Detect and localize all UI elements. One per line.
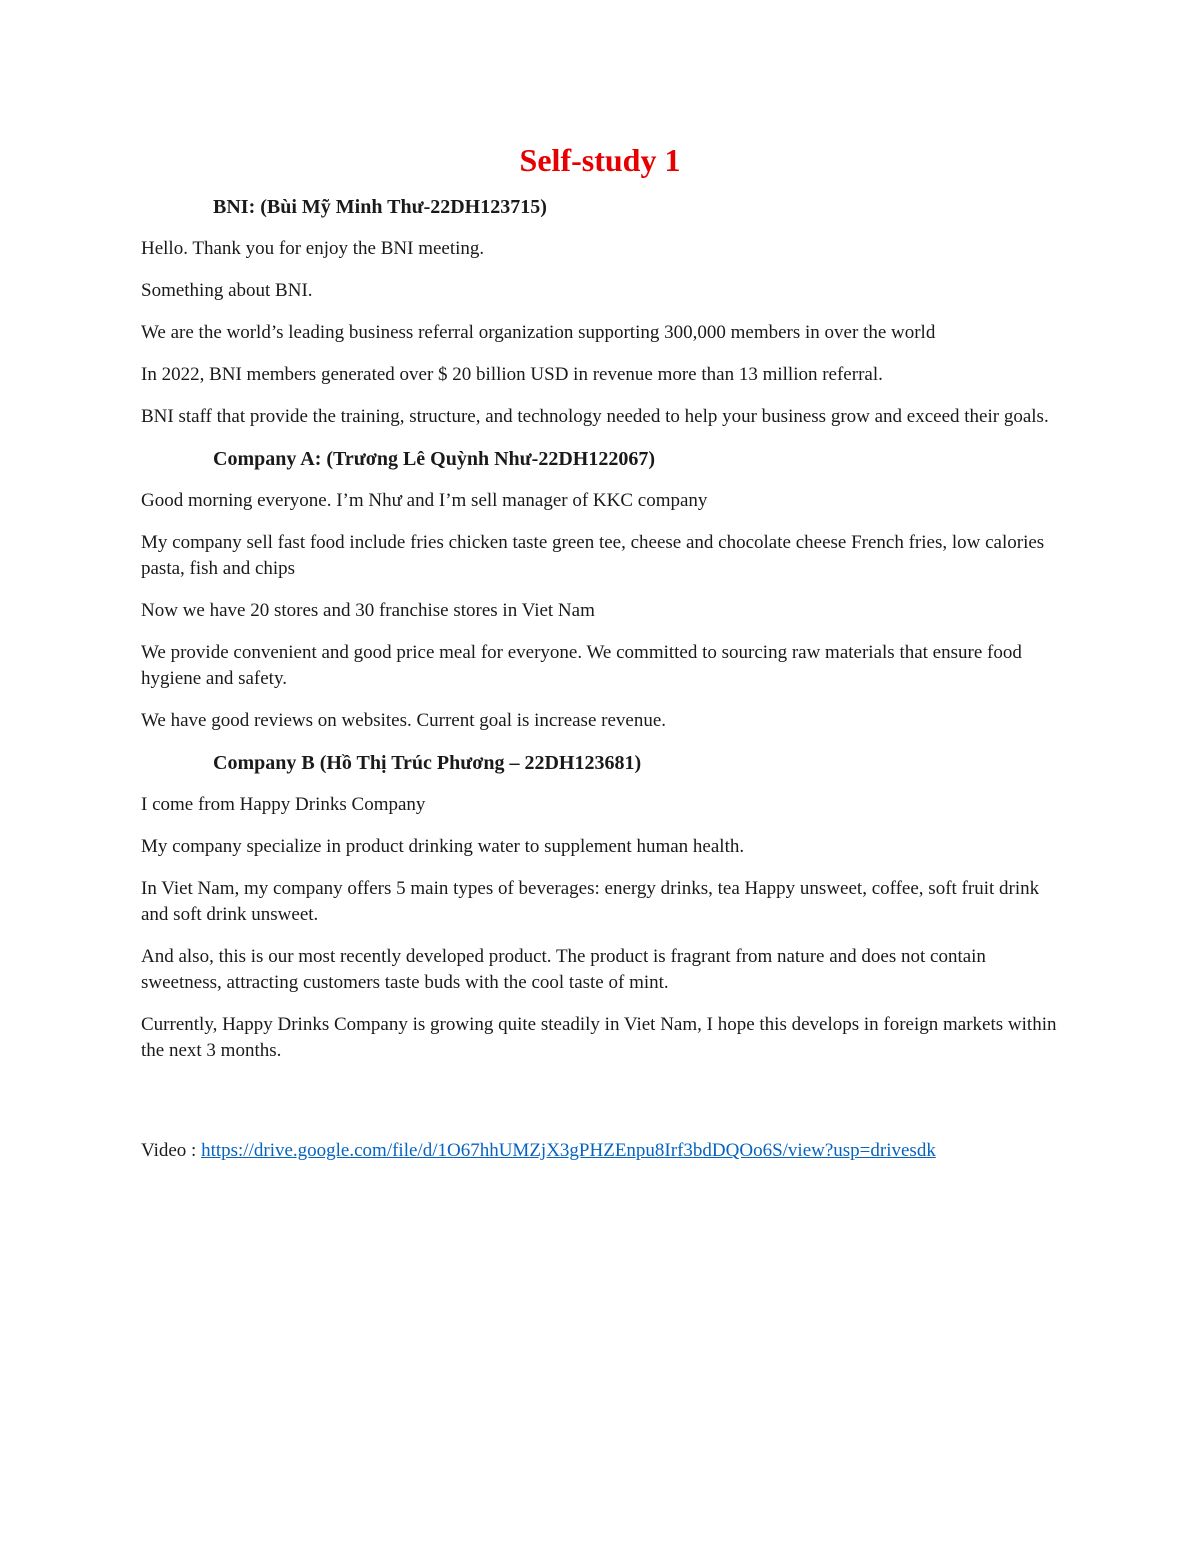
- paragraph: BNI staff that provide the training, structure, and technology needed to help your business grow and exceed their goals.: [141, 406, 1049, 427]
- section-company-b: [141, 750, 1059, 1064]
- paragraph: In Viet Nam, my company offers 5 main types of beverages: energy drinks, tea Happy unsweet, coffee, soft fruit drink and soft drink unsweet.: [141, 878, 1040, 925]
- video-line: [141, 1138, 1059, 1164]
- paragraph: Something about BNI.: [141, 280, 313, 301]
- paragraph: Currently, Happy Drinks Company is growing quite steadily in Viet Nam, I hope this develops in foreign markets within the next 3 months.: [141, 1014, 1057, 1061]
- paragraph: Hello. Thank you for enjoy the BNI meeting.: [141, 238, 485, 259]
- section-heading: BNI: (Bùi Mỹ Minh Thư-22DH123715): [213, 196, 547, 218]
- paragraph: My company sell fast food include fries chicken taste green tee, cheese and chocolate cheese French fries, low calories pasta, fish and chips: [141, 532, 1045, 579]
- section-company-a: [141, 446, 1059, 734]
- paragraph: We have good reviews on websites. Current goal is increase revenue.: [141, 710, 667, 731]
- document-title: Self-study 1: [519, 142, 681, 178]
- section-heading: Company B (Hồ Thị Trúc Phương – 22DH123681): [213, 752, 642, 774]
- paragraph: And also, this is our most recently developed product. The product is fragrant from nature and does not contain sweetness, attracting customers taste buds with the cool taste of mint.: [141, 946, 986, 993]
- paragraph: In 2022, BNI members generated over $ 20 billion USD in revenue more than 13 million referral.: [141, 364, 883, 385]
- paragraph: Now we have 20 stores and 30 franchise stores in Viet Nam: [141, 600, 595, 621]
- document-content: [141, 140, 1059, 1164]
- paragraph: I come from Happy Drinks Company: [141, 794, 426, 815]
- paragraph: Good morning everyone. I’m Như and I’m sell manager of KKC company: [141, 490, 708, 511]
- paragraph: We provide convenient and good price meal for everyone. We committed to sourcing raw materials that ensure food hygiene and safety.: [141, 642, 1022, 689]
- paragraph: My company specialize in product drinking water to supplement human health.: [141, 836, 745, 857]
- section-heading: Company A: (Trương Lê Quỳnh Như-22DH122067): [213, 448, 655, 470]
- paragraph: We are the world’s leading business referral organization supporting 300,000 members in over the world: [141, 322, 936, 343]
- section-bni: [141, 194, 1059, 430]
- video-label: Video :: [141, 1140, 202, 1161]
- video-link[interactable]: https://drive.google.com/file/d/1O67hhUMZjX3gPHZEnpu8Irf3bdDQOo6S/view?usp=drivesdk: [201, 1140, 936, 1161]
